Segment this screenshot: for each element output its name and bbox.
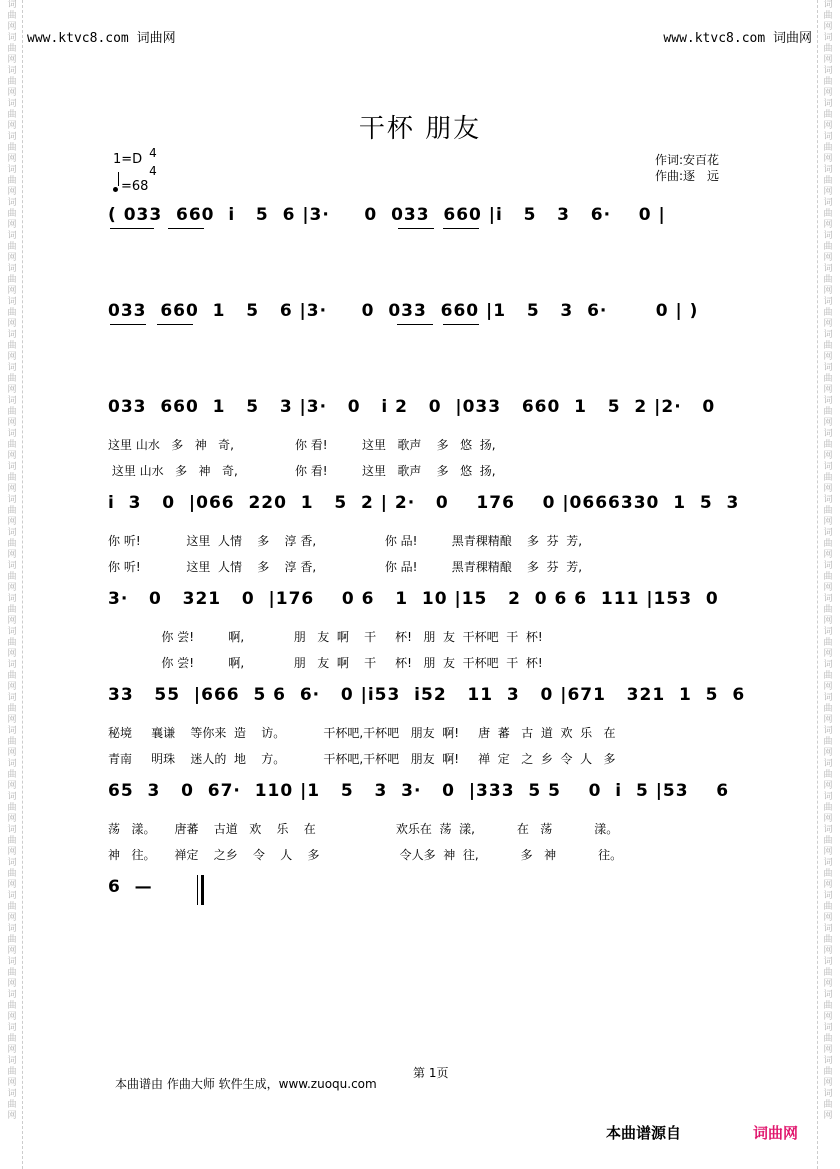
- watermark-char: 曲: [823, 176, 833, 186]
- watermark-char: 网: [823, 748, 833, 758]
- watermark-char: 词: [7, 66, 17, 76]
- watermark-char: 网: [7, 385, 17, 395]
- watermark-char: 网: [7, 682, 17, 692]
- beam-line: [157, 324, 193, 325]
- watermark-char: 曲: [823, 1001, 833, 1011]
- watermark-char: 词: [7, 594, 17, 604]
- watermark-char: 词: [7, 561, 17, 571]
- watermark-char: 词: [823, 297, 833, 307]
- watermark-char: 曲: [823, 572, 833, 582]
- watermark-char: 曲: [7, 374, 17, 384]
- lyric-row-4-verse-1: 你 听! 这里 人情 多 淳 香, 你 品! 黑青稞精酿 多 芬 芳,: [108, 534, 583, 548]
- watermark-char: 网: [7, 715, 17, 725]
- watermark-char: 曲: [823, 374, 833, 384]
- score-row-2: 033 660 1 5 6 |3· 0 033 660 |1 5 3 6· 0 | ): [108, 301, 699, 321]
- header-site-left: www.ktvc8.com 词曲网: [27, 31, 176, 46]
- tempo-marking: [113, 176, 148, 194]
- watermark-char: 网: [7, 1012, 17, 1022]
- watermark-char: 网: [7, 616, 17, 626]
- beam-line: [168, 228, 204, 229]
- watermark-char: 词: [7, 891, 17, 901]
- watermark-char: 曲: [7, 341, 17, 351]
- footer-note: 本曲谱由 作曲大师 软件生成，www.zuoqu.com: [115, 1077, 377, 1091]
- source-label: 本曲谱源自: [606, 1124, 682, 1142]
- score-row-1: ( 033 660 i 5 6 |3· 0 033 660 |i 5 3 6· 0 |: [108, 205, 666, 225]
- watermark-char: 曲: [7, 737, 17, 747]
- watermark-char: 曲: [7, 704, 17, 714]
- watermark-char: 网: [823, 979, 833, 989]
- watermark-char: 网: [823, 583, 833, 593]
- watermark-char: 词: [823, 891, 833, 901]
- watermark-char: 网: [7, 418, 17, 428]
- song-title: 干杯 朋友: [358, 114, 482, 144]
- source-brand: 词曲网: [753, 1124, 799, 1142]
- watermark-char: 词: [823, 99, 833, 109]
- watermark-char: 词: [7, 627, 17, 637]
- watermark-char: 网: [7, 352, 17, 362]
- header-site-right: www.ktvc8.com 词曲网: [663, 31, 812, 46]
- watermark-char: 词: [823, 990, 833, 1000]
- watermark-char: 词: [7, 132, 17, 142]
- lyric-row-6-verse-1: 秘境 襄谦 等你来 造 访。 干杯吧,干杯吧 朋友 啊! 唐 蕃 古 道 欢 乐 在: [108, 726, 616, 740]
- watermark-char: 曲: [823, 242, 833, 252]
- watermark-char: 词: [823, 858, 833, 868]
- lyric-row-5-verse-1: 你 尝! 啊, 朋 友 啊 干 杯! 朋 友 干杯吧 干 杯!: [108, 630, 543, 644]
- watermark-char: 曲: [7, 473, 17, 483]
- watermark-char: 曲: [7, 572, 17, 582]
- watermark-char: 曲: [7, 176, 17, 186]
- watermark-char: 曲: [823, 770, 833, 780]
- watermark-char: 网: [823, 1045, 833, 1055]
- watermark-char: 词: [7, 165, 17, 175]
- watermark-char: 网: [7, 649, 17, 659]
- watermark-char: 词: [823, 66, 833, 76]
- watermark-char: 词: [823, 495, 833, 505]
- watermark-char: 曲: [823, 407, 833, 417]
- watermark-char: 曲: [823, 968, 833, 978]
- watermark-char: 网: [7, 550, 17, 560]
- watermark-char: 曲: [7, 11, 17, 21]
- watermark-char: 网: [7, 22, 17, 32]
- watermark-char: 词: [7, 726, 17, 736]
- watermark-char: 网: [7, 451, 17, 461]
- watermark-char: 词: [823, 264, 833, 274]
- watermark-char: 网: [823, 550, 833, 560]
- watermark-char: 曲: [7, 539, 17, 549]
- watermark-char: 网: [7, 286, 17, 296]
- watermark-char: 网: [7, 55, 17, 65]
- watermark-char: 曲: [823, 869, 833, 879]
- watermark-char: 词: [823, 198, 833, 208]
- tempo-value: =68: [121, 179, 149, 194]
- watermark-char: 词: [7, 957, 17, 967]
- watermark-char: 词: [7, 660, 17, 670]
- watermark-char: 词: [7, 858, 17, 868]
- watermark-char: 曲: [823, 506, 833, 516]
- watermark-char: 网: [823, 880, 833, 890]
- watermark-char: 曲: [823, 1067, 833, 1077]
- thin-barline: [197, 875, 198, 905]
- watermark-char: 曲: [7, 143, 17, 153]
- watermark-char: 曲: [7, 869, 17, 879]
- watermark-char: 词: [823, 165, 833, 175]
- watermark-char: 网: [823, 517, 833, 527]
- time-signature-top: 4: [149, 146, 157, 160]
- watermark-char: 曲: [823, 77, 833, 87]
- watermark-char: 词: [823, 1089, 833, 1099]
- watermark-char: 曲: [823, 473, 833, 483]
- watermark-char: 网: [823, 286, 833, 296]
- watermark-char: 词: [823, 660, 833, 670]
- watermark-char: 词: [7, 429, 17, 439]
- watermark-char: 词: [823, 429, 833, 439]
- watermark-char: 词: [7, 99, 17, 109]
- watermark-char: 网: [823, 814, 833, 824]
- lyric-row-4-verse-2: 你 听! 这里 人情 多 淳 香, 你 品! 黑青稞精酿 多 芬 芳,: [108, 560, 583, 574]
- note-stem: [118, 172, 119, 186]
- watermark-char: 曲: [823, 671, 833, 681]
- watermark-char: 词: [7, 363, 17, 373]
- watermark-char: 网: [7, 220, 17, 230]
- lyricist: 作词:安百花: [655, 153, 720, 167]
- watermark-char: 网: [7, 484, 17, 494]
- score-row-6: 33 55 |666 5 6 6· 0 |i53 i52 11 3 0 |671 321 1 5 6: [108, 685, 746, 705]
- watermark-char: 网: [7, 121, 17, 131]
- watermark-char: 曲: [823, 275, 833, 285]
- lyric-row-6-verse-2: 青南 明珠 迷人的 地 方。 干杯吧,干杯吧 朋友 啊! 禅 定 之 乡 令 人 多: [108, 752, 616, 766]
- watermark-char: 词: [823, 594, 833, 604]
- watermark-char: 曲: [7, 44, 17, 54]
- lyric-row-3-verse-2: 这里 山水 多 神 奇, 你 看! 这里 歌声 多 悠 扬,: [108, 464, 496, 478]
- watermark-char: 曲: [7, 440, 17, 450]
- watermark-char: 词: [823, 561, 833, 571]
- watermark-char: 词: [823, 462, 833, 472]
- page-number: 第 1页: [413, 1066, 449, 1080]
- watermark-char: 曲: [7, 209, 17, 219]
- watermark-char: 曲: [7, 605, 17, 615]
- watermark-char: 词: [7, 396, 17, 406]
- watermark-char: 网: [7, 913, 17, 923]
- watermark-char: 曲: [7, 671, 17, 681]
- watermark-char: 词: [823, 957, 833, 967]
- watermark-char: 网: [823, 616, 833, 626]
- watermark-char: 词: [823, 363, 833, 373]
- watermark-char: 网: [7, 319, 17, 329]
- watermark-char: 曲: [823, 638, 833, 648]
- watermark-char: 网: [7, 814, 17, 824]
- watermark-char: 网: [7, 880, 17, 890]
- watermark-char: 词: [7, 924, 17, 934]
- watermark-char: 词: [823, 1056, 833, 1066]
- watermark-char: 曲: [7, 1100, 17, 1110]
- time-signature-bottom: 4: [149, 164, 157, 178]
- watermark-char: 网: [7, 583, 17, 593]
- beam-line: [443, 324, 479, 325]
- watermark-char: 词: [823, 33, 833, 43]
- watermark-char: 曲: [823, 704, 833, 714]
- watermark-char: 曲: [7, 935, 17, 945]
- watermark-char: 词: [7, 231, 17, 241]
- watermark-char: 曲: [823, 44, 833, 54]
- watermark-char: 词: [823, 825, 833, 835]
- watermark-char: 曲: [823, 209, 833, 219]
- watermark-char: 曲: [823, 143, 833, 153]
- watermark-char: 词: [7, 495, 17, 505]
- watermark-char: 曲: [823, 1034, 833, 1044]
- right-watermark-strip: [817, 0, 838, 1169]
- watermark-char: 词: [7, 264, 17, 274]
- watermark-char: 网: [7, 253, 17, 263]
- score-row-7: 65 3 0 67· 110 |1 5 3 3· 0 |333 5 5 0 i 5 |53 6: [108, 781, 730, 801]
- watermark-char: 网: [7, 187, 17, 197]
- watermark-char: 词: [823, 924, 833, 934]
- watermark-char: 曲: [823, 836, 833, 846]
- watermark-char: 词: [7, 462, 17, 472]
- beam-line: [110, 228, 154, 229]
- watermark-char: 网: [823, 1078, 833, 1088]
- watermark-char: 曲: [7, 1034, 17, 1044]
- watermark-char: 网: [823, 451, 833, 461]
- watermark-char: 词: [7, 0, 17, 10]
- watermark-char: 网: [7, 979, 17, 989]
- key-signature: 1=D: [113, 152, 143, 167]
- watermark-char: 词: [823, 1023, 833, 1033]
- left-watermark-strip: [2, 0, 23, 1169]
- beam-line: [443, 228, 479, 229]
- watermark-char: 网: [823, 319, 833, 329]
- watermark-char: 曲: [7, 110, 17, 120]
- watermark-char: 词: [7, 825, 17, 835]
- watermark-char: 网: [823, 220, 833, 230]
- watermark-char: 曲: [7, 836, 17, 846]
- final-repeat-barline: [193, 875, 205, 905]
- beam-line: [398, 228, 434, 229]
- beam-line: [397, 324, 433, 325]
- watermark-char: 网: [7, 748, 17, 758]
- watermark-char: 曲: [7, 407, 17, 417]
- watermark-char: 网: [823, 913, 833, 923]
- watermark-char: 网: [823, 253, 833, 263]
- watermark-char: 词: [823, 792, 833, 802]
- watermark-char: 网: [823, 121, 833, 131]
- quarter-note-icon: [113, 187, 118, 192]
- watermark-char: 曲: [7, 902, 17, 912]
- watermark-char: 曲: [7, 1067, 17, 1077]
- watermark-char: 网: [823, 88, 833, 98]
- watermark-char: 网: [7, 1111, 17, 1121]
- watermark-char: 词: [7, 792, 17, 802]
- watermark-char: 网: [823, 847, 833, 857]
- watermark-char: 曲: [7, 968, 17, 978]
- watermark-char: 词: [823, 627, 833, 637]
- watermark-char: 词: [823, 693, 833, 703]
- watermark-char: 曲: [823, 605, 833, 615]
- time-signature: [147, 144, 159, 180]
- lyric-row-7-verse-1: 荡 漾。 唐蕃 古道 欢 乐 在 欢乐在 荡 漾, 在 荡 漾。: [108, 822, 619, 836]
- watermark-char: 曲: [7, 275, 17, 285]
- watermark-char: 网: [823, 649, 833, 659]
- watermark-char: 曲: [823, 1100, 833, 1110]
- watermark-char: 曲: [823, 11, 833, 21]
- watermark-char: 词: [823, 0, 833, 10]
- watermark-char: 曲: [823, 308, 833, 318]
- watermark-char: 词: [823, 528, 833, 538]
- watermark-char: 词: [823, 726, 833, 736]
- lyric-row-3-verse-1: 这里 山水 多 神 奇, 你 看! 这里 歌声 多 悠 扬,: [108, 438, 496, 452]
- score-row-4: i 3 0 |066 220 1 5 2 | 2· 0 176 0 |0666330 1 5 3: [108, 493, 740, 513]
- watermark-char: 曲: [7, 308, 17, 318]
- watermark-char: 曲: [7, 638, 17, 648]
- watermark-char: 网: [823, 352, 833, 362]
- watermark-char: 词: [7, 1023, 17, 1033]
- lyric-row-5-verse-2: 你 尝! 啊, 朋 友 啊 干 杯! 朋 友 干杯吧 干 杯!: [108, 656, 543, 670]
- watermark-char: 网: [7, 847, 17, 857]
- score-row-8: 6 —: [108, 877, 153, 897]
- watermark-char: 网: [7, 1045, 17, 1055]
- watermark-char: 网: [823, 484, 833, 494]
- watermark-char: 网: [823, 1012, 833, 1022]
- watermark-char: 曲: [7, 770, 17, 780]
- watermark-char: 网: [823, 715, 833, 725]
- watermark-char: 曲: [7, 77, 17, 87]
- watermark-char: 词: [7, 330, 17, 340]
- watermark-char: 网: [7, 781, 17, 791]
- watermark-char: 网: [823, 385, 833, 395]
- watermark-char: 曲: [823, 341, 833, 351]
- watermark-char: 词: [7, 198, 17, 208]
- watermark-char: 网: [823, 682, 833, 692]
- watermark-char: 曲: [823, 902, 833, 912]
- score-row-3: 033 660 1 5 3 |3· 0 i 2 0 |033 660 1 5 2 |2· 0: [108, 397, 716, 417]
- watermark-char: 曲: [823, 110, 833, 120]
- beam-line: [110, 324, 146, 325]
- thick-barline: [201, 875, 204, 905]
- watermark-char: 曲: [823, 737, 833, 747]
- watermark-char: 网: [823, 154, 833, 164]
- watermark-char: 网: [823, 1111, 833, 1121]
- watermark-char: 曲: [823, 803, 833, 813]
- watermark-char: 词: [7, 297, 17, 307]
- watermark-char: 网: [823, 22, 833, 32]
- watermark-char: 词: [823, 396, 833, 406]
- watermark-char: 词: [823, 759, 833, 769]
- watermark-char: 网: [7, 88, 17, 98]
- watermark-char: 网: [823, 55, 833, 65]
- watermark-char: 曲: [7, 803, 17, 813]
- watermark-char: 曲: [823, 935, 833, 945]
- watermark-char: 网: [7, 517, 17, 527]
- watermark-char: 词: [7, 33, 17, 43]
- watermark-char: 词: [7, 1089, 17, 1099]
- watermark-char: 网: [823, 418, 833, 428]
- watermark-char: 网: [7, 154, 17, 164]
- watermark-char: 词: [7, 693, 17, 703]
- watermark-char: 词: [7, 759, 17, 769]
- watermark-char: 曲: [7, 242, 17, 252]
- watermark-char: 曲: [823, 440, 833, 450]
- watermark-char: 网: [7, 946, 17, 956]
- watermark-char: 曲: [7, 506, 17, 516]
- watermark-char: 网: [823, 187, 833, 197]
- watermark-char: 网: [7, 1078, 17, 1088]
- watermark-char: 词: [7, 1056, 17, 1066]
- score-row-5: 3· 0 321 0 |176 0 6 1 10 |15 2 0 6 6 111 |153 0: [108, 589, 719, 609]
- watermark-char: 词: [7, 528, 17, 538]
- credits: [655, 152, 719, 184]
- watermark-char: 词: [823, 132, 833, 142]
- watermark-char: 曲: [823, 539, 833, 549]
- watermark-char: 网: [823, 781, 833, 791]
- watermark-char: 词: [823, 330, 833, 340]
- watermark-char: 网: [823, 946, 833, 956]
- watermark-char: 词: [7, 990, 17, 1000]
- watermark-char: 词: [823, 231, 833, 241]
- lyric-row-7-verse-2: 神 往。 禅定 之乡 令 人 多 令人多 神 往, 多 神 往。: [108, 848, 623, 862]
- composer: 作曲:逐 远: [655, 169, 720, 183]
- watermark-char: 曲: [7, 1001, 17, 1011]
